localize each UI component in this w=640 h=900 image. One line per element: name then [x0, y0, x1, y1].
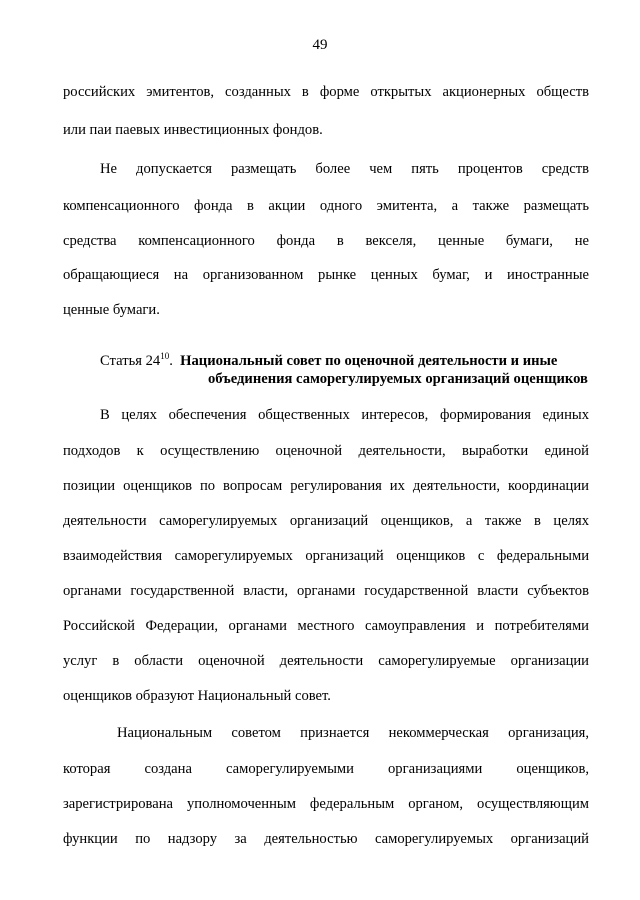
text-line: Не допускается размещать более чем пять процентов средств [100, 161, 589, 177]
text-line: компенсационного фонда в акции одного эмитента, а также размещать [63, 198, 589, 214]
text-line: или паи паевых инвестиционных фондов. [63, 122, 323, 138]
article-superscript: 10 [160, 351, 170, 361]
text-line: взаимодействия саморегулируемых организаций оценщиков с федеральными [63, 548, 589, 564]
text-line: зарегистрирована уполномоченным федеральным органом, осуществляющим [63, 796, 589, 812]
article-title-continuation: объединения саморегулируемых организаций оценщиков [208, 371, 588, 387]
article-title: Национальный совет по оценочной деятельности и иные [180, 353, 558, 369]
text-line: средства компенсационного фонда в векселя, ценные бумаги, не [63, 233, 589, 249]
text-line: функции по надзору за деятельностью саморегулируемых организаций [63, 831, 589, 847]
article-prefix: Статья 24 [100, 353, 161, 369]
text-line: Национальным советом признается некоммерческая организация, [117, 725, 589, 741]
text-line: российских эмитентов, созданных в форме открытых акционерных обществ [63, 84, 589, 100]
text-line: подходов к осуществлению оценочной деятельности, выработки единой [63, 443, 589, 459]
text-line: В целях обеспечения общественных интересов, формирования единых [100, 407, 589, 423]
article-heading [100, 352, 589, 370]
article-dot: . [169, 353, 173, 369]
text-line: ценные бумаги. [63, 302, 160, 318]
text-line: которая создана саморегулируемыми организациями оценщиков, [63, 761, 589, 777]
text-line: оценщиков образуют Национальный совет. [63, 688, 331, 704]
text-line: Российской Федерации, органами местного самоуправления и потребителями [63, 618, 589, 634]
text-line: деятельности саморегулируемых организаций оценщиков, а также в целях [63, 513, 589, 529]
text-line: обращающиеся на организованном рынке ценных бумаг, и иностранные [63, 267, 589, 283]
page-number: 49 [312, 37, 328, 53]
text-line: услуг в области оценочной деятельности саморегулируемые организации [63, 653, 589, 669]
text-line: органами государственной власти, органами государственной власти субъектов [63, 583, 589, 599]
text-line: позиции оценщиков по вопросам регулирования их деятельности, координации [63, 478, 589, 494]
